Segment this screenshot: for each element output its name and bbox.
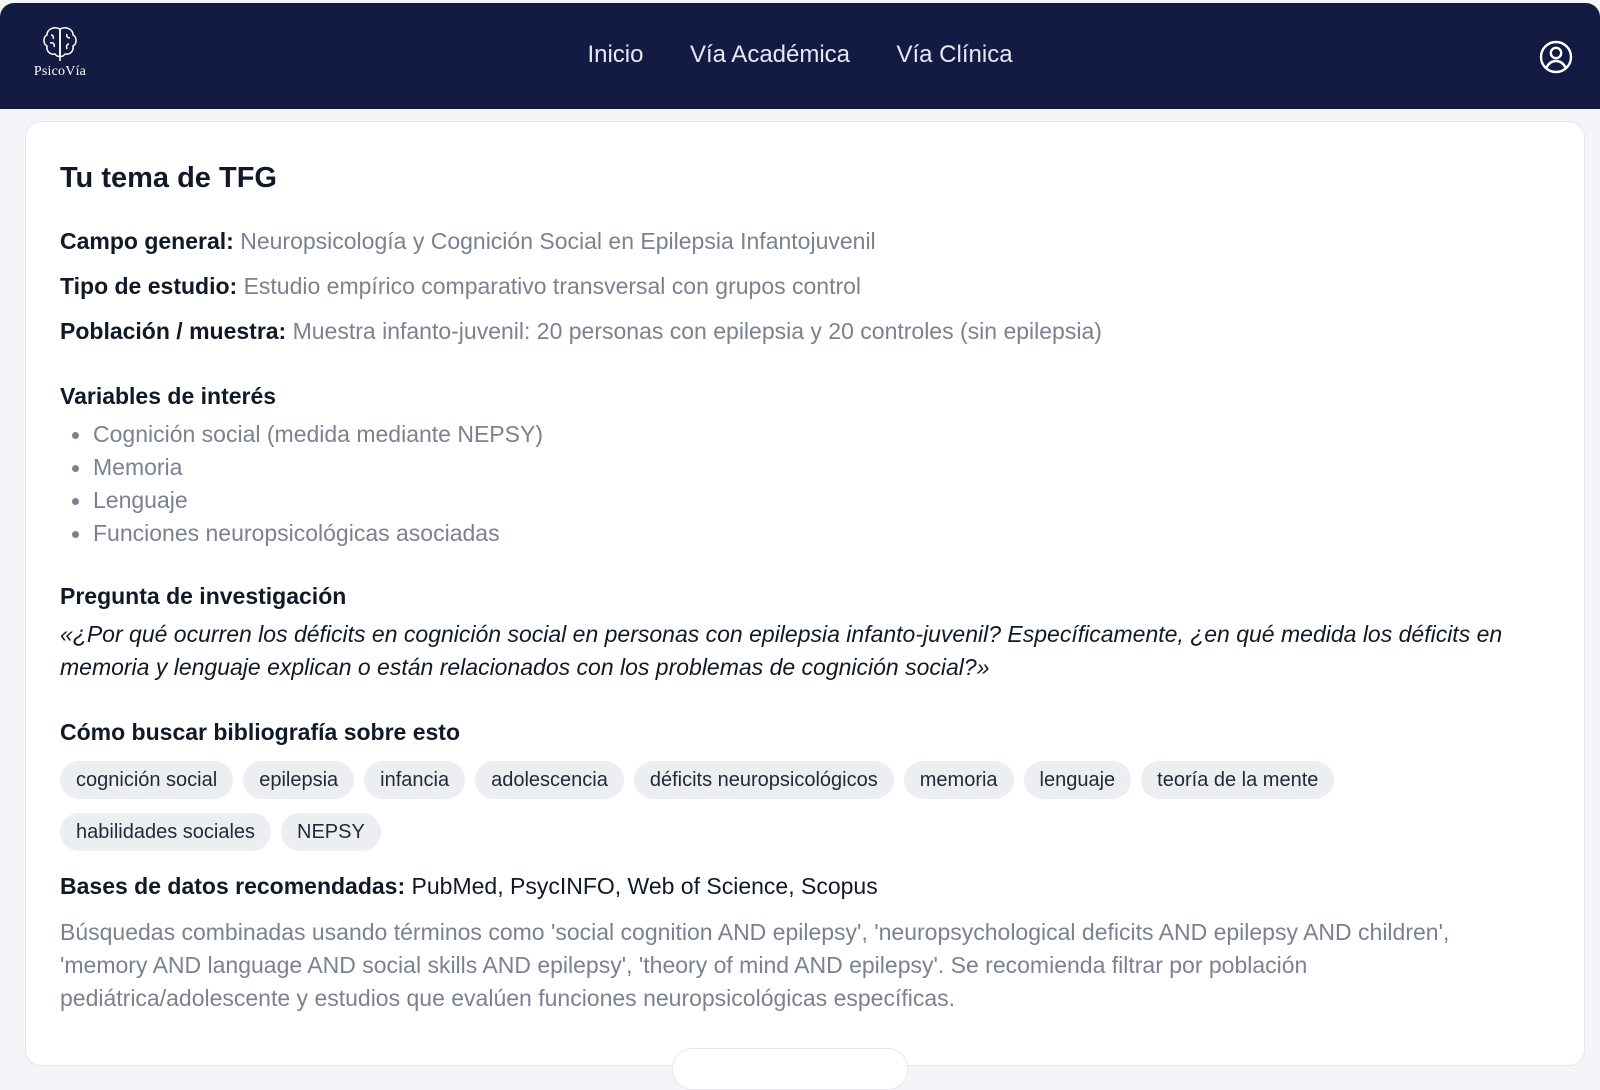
page-title: Tu tema de TFG xyxy=(60,162,277,194)
recommended-databases xyxy=(60,873,878,900)
tfg-topic-card xyxy=(25,121,1585,1066)
question-heading: Pregunta de investigación xyxy=(60,583,347,609)
field-campo-general xyxy=(60,228,876,255)
search-strategy-note: Búsquedas combinadas usando términos como 'social cognition AND epilepsy', 'neuropsychological deficits AND epilepsy AND children', 'memory AND language AND social skills AND epilepsy', 'theory of mind AND epilepsy'. Se recomienda filtrar por población pediátrica/adolescente y estudios que evalúen funciones neuropsicológicas específicas. xyxy=(60,919,1450,1011)
user-account-icon[interactable] xyxy=(1538,39,1574,75)
main-nav xyxy=(0,41,1600,69)
field-label: Tipo de estudio: xyxy=(60,273,238,299)
search-heading: Cómo buscar bibliografía sobre esto xyxy=(60,719,461,745)
logo-text: PsicoVía xyxy=(33,64,87,79)
field-poblacion-muestra xyxy=(60,318,1102,345)
keyword-tag[interactable]: cognición social xyxy=(60,761,233,799)
field-value: Neuropsicología y Cognición Social en Epilepsia Infantojuvenil xyxy=(240,228,876,254)
nav-inicio[interactable]: Inicio xyxy=(587,41,644,68)
keyword-tag[interactable]: habilidades sociales xyxy=(60,813,271,851)
databases-label: Bases de datos recomendadas: xyxy=(60,873,406,899)
field-label: Campo general: xyxy=(60,228,234,254)
keyword-tag[interactable]: teoría de la mente xyxy=(1141,761,1334,799)
list-item: Memoria xyxy=(60,451,543,484)
list-item: Lenguaje xyxy=(60,484,543,517)
field-tipo-estudio xyxy=(60,273,861,300)
field-value: Muestra infanto-juvenil: 20 personas con epilepsia y 20 controles (sin epilepsia) xyxy=(292,318,1102,344)
keyword-tag[interactable]: memoria xyxy=(904,761,1014,799)
variables-heading: Variables de interés xyxy=(60,383,277,409)
keyword-tag[interactable]: epilepsia xyxy=(243,761,354,799)
list-item: Funciones neuropsicológicas asociadas xyxy=(60,517,543,550)
databases-value: PubMed, PsycINFO, Web of Science, Scopus xyxy=(411,873,878,899)
variables-list xyxy=(60,418,543,550)
top-navigation-bar xyxy=(0,3,1600,109)
nav-via-clinica[interactable]: Vía Clínica xyxy=(896,41,1013,68)
keyword-tag[interactable]: adolescencia xyxy=(475,761,624,799)
field-label: Población / muestra: xyxy=(60,318,287,344)
nav-via-academica[interactable]: Vía Académica xyxy=(689,41,851,68)
keyword-tag[interactable]: déficits neuropsicológicos xyxy=(634,761,894,799)
keyword-tag[interactable]: lenguaje xyxy=(1024,761,1132,799)
list-item: Cognición social (medida mediante NEPSY) xyxy=(60,418,543,451)
keyword-tag[interactable]: NEPSY xyxy=(281,813,381,851)
keyword-tags xyxy=(60,761,1530,865)
keyword-tag[interactable]: infancia xyxy=(364,761,465,799)
field-value: Estudio empírico comparativo transversal con grupos control xyxy=(243,273,862,299)
research-question: «¿Por qué ocurren los déficits en cognición social en personas con epilepsia infanto-juvenil? Específicamente, ¿en qué medida los déficits en memoria y lenguaje explican o están relacionados con los problemas de cognición social?» xyxy=(60,621,1503,680)
bottom-floating-control[interactable] xyxy=(672,1048,908,1090)
